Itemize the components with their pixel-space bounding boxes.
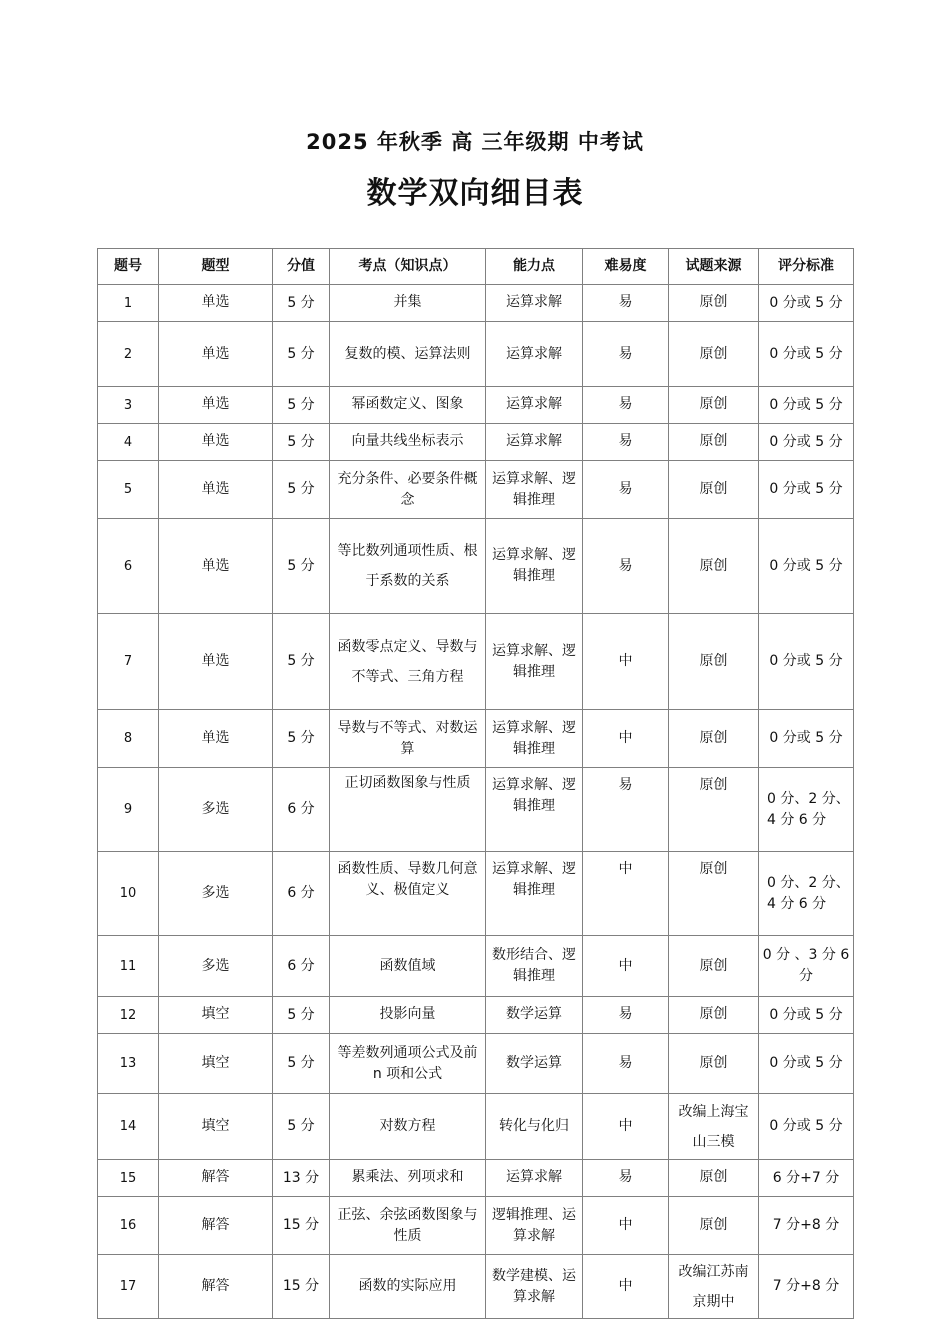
cell-type: 解答 (159, 1160, 273, 1197)
exam-title: 2025 年秋季 高 三年级期 中考试 (306, 130, 644, 154)
cell-ability: 运算求解 (486, 387, 583, 424)
cell-source: 原创 (669, 322, 759, 387)
table-row (98, 424, 854, 461)
cell-ability: 运算求解、逻辑推理 (486, 519, 583, 614)
cell-number: 17 (98, 1255, 159, 1319)
col-header-difficulty: 难易度 (583, 249, 669, 285)
cell-difficulty: 易 (583, 768, 669, 852)
cell-number: 3 (98, 387, 159, 424)
cell-difficulty: 中 (583, 1255, 669, 1319)
cell-source: 原创 (669, 710, 759, 768)
table-row (98, 852, 854, 936)
cell-scoring: 0 分或 5 分 (759, 614, 854, 710)
cell-ability: 运算求解、逻辑推理 (486, 768, 583, 852)
cell-points: 5 分 (273, 387, 330, 424)
table-row (98, 461, 854, 519)
cell-topic: 等比数列通项性质、根于系数的关系 (330, 519, 486, 614)
table-row (98, 322, 854, 387)
cell-type: 单选 (159, 461, 273, 519)
cell-number: 5 (98, 461, 159, 519)
cell-number: 7 (98, 614, 159, 710)
cell-scoring: 0 分、2 分、 4 分 6 分 (759, 852, 854, 936)
cell-type: 单选 (159, 387, 273, 424)
cell-difficulty: 易 (583, 424, 669, 461)
cell-source: 原创 (669, 1197, 759, 1255)
cell-difficulty: 中 (583, 1094, 669, 1160)
cell-ability: 运算求解、逻辑推理 (486, 852, 583, 936)
cell-points: 6 分 (273, 768, 330, 852)
cell-points: 13 分 (273, 1160, 330, 1197)
cell-points: 15 分 (273, 1255, 330, 1319)
table-row (98, 614, 854, 710)
cell-difficulty: 中 (583, 1197, 669, 1255)
cell-difficulty: 易 (583, 519, 669, 614)
cell-topic: 投影向量 (330, 997, 486, 1034)
cell-difficulty: 易 (583, 285, 669, 322)
cell-source: 原创 (669, 1160, 759, 1197)
cell-topic: 并集 (330, 285, 486, 322)
cell-scoring: 7 分+8 分 (759, 1255, 854, 1319)
cell-points: 5 分 (273, 1034, 330, 1094)
cell-difficulty: 中 (583, 710, 669, 768)
cell-type: 单选 (159, 614, 273, 710)
cell-ability: 运算求解、逻辑推理 (486, 461, 583, 519)
cell-ability: 运算求解 (486, 1160, 583, 1197)
cell-type: 解答 (159, 1255, 273, 1319)
cell-ability: 运算求解 (486, 424, 583, 461)
cell-topic: 正切函数图象与性质 (330, 768, 486, 852)
table-row (98, 285, 854, 322)
cell-number: 2 (98, 322, 159, 387)
cell-number: 1 (98, 285, 159, 322)
cell-type: 多选 (159, 936, 273, 997)
col-header-number: 题号 (98, 249, 159, 285)
cell-number: 4 (98, 424, 159, 461)
table-row (98, 1094, 854, 1160)
cell-topic: 累乘法、列项求和 (330, 1160, 486, 1197)
cell-points: 5 分 (273, 519, 330, 614)
cell-scoring: 0 分或 5 分 (759, 387, 854, 424)
cell-topic: 等差数列通项公式及前 n 项和公式 (330, 1034, 486, 1094)
cell-scoring: 0 分或 5 分 (759, 519, 854, 614)
cell-number: 15 (98, 1160, 159, 1197)
cell-points: 6 分 (273, 852, 330, 936)
cell-topic: 幂函数定义、图象 (330, 387, 486, 424)
cell-difficulty: 易 (583, 322, 669, 387)
cell-ability: 数学建模、运算求解 (486, 1255, 583, 1319)
cell-source: 原创 (669, 768, 759, 852)
cell-points: 5 分 (273, 710, 330, 768)
cell-topic: 函数的实际应用 (330, 1255, 486, 1319)
cell-source: 原创 (669, 997, 759, 1034)
cell-type: 单选 (159, 519, 273, 614)
cell-type: 填空 (159, 1034, 273, 1094)
cell-source: 原创 (669, 936, 759, 997)
cell-difficulty: 易 (583, 1160, 669, 1197)
cell-scoring: 0 分或 5 分 (759, 285, 854, 322)
col-header-ability: 能力点 (486, 249, 583, 285)
col-header-topic: 考点（知识点） (330, 249, 486, 285)
cell-points: 15 分 (273, 1197, 330, 1255)
cell-ability: 逻辑推理、运算求解 (486, 1197, 583, 1255)
cell-topic: 复数的模、运算法则 (330, 322, 486, 387)
table-row (98, 1197, 854, 1255)
cell-number: 10 (98, 852, 159, 936)
cell-type: 填空 (159, 1094, 273, 1160)
table-row (98, 1034, 854, 1094)
table-row (98, 936, 854, 997)
cell-difficulty: 中 (583, 852, 669, 936)
table-row (98, 387, 854, 424)
cell-type: 单选 (159, 710, 273, 768)
cell-number: 13 (98, 1034, 159, 1094)
cell-ability: 转化与化归 (486, 1094, 583, 1160)
cell-scoring: 7 分+8 分 (759, 1197, 854, 1255)
cell-ability: 运算求解 (486, 322, 583, 387)
cell-points: 5 分 (273, 997, 330, 1034)
cell-scoring: 0 分或 5 分 (759, 1094, 854, 1160)
cell-source: 改编上海宝山三模 (669, 1094, 759, 1160)
cell-number: 12 (98, 997, 159, 1034)
table-row (98, 710, 854, 768)
cell-difficulty: 易 (583, 387, 669, 424)
cell-scoring: 0 分 、3 分 6 分 (759, 936, 854, 997)
cell-ability: 运算求解、逻辑推理 (486, 614, 583, 710)
cell-type: 单选 (159, 322, 273, 387)
cell-source: 改编江苏南京期中 (669, 1255, 759, 1319)
cell-number: 14 (98, 1094, 159, 1160)
cell-type: 解答 (159, 1197, 273, 1255)
cell-points: 5 分 (273, 1094, 330, 1160)
cell-ability: 数学运算 (486, 1034, 583, 1094)
cell-topic: 充分条件、必要条件概念 (330, 461, 486, 519)
cell-number: 16 (98, 1197, 159, 1255)
cell-source: 原创 (669, 614, 759, 710)
cell-source: 原创 (669, 461, 759, 519)
cell-source: 原创 (669, 852, 759, 936)
cell-ability: 数形结合、逻辑推理 (486, 936, 583, 997)
cell-type: 填空 (159, 997, 273, 1034)
col-header-points: 分值 (273, 249, 330, 285)
cell-scoring: 6 分+7 分 (759, 1160, 854, 1197)
table-row (98, 997, 854, 1034)
cell-number: 11 (98, 936, 159, 997)
cell-topic: 对数方程 (330, 1094, 486, 1160)
col-header-type: 题型 (159, 249, 273, 285)
cell-scoring: 0 分或 5 分 (759, 322, 854, 387)
cell-number: 8 (98, 710, 159, 768)
cell-points: 5 分 (273, 322, 330, 387)
cell-difficulty: 易 (583, 1034, 669, 1094)
cell-type: 单选 (159, 285, 273, 322)
document-title: 数学双向细目表 (366, 176, 584, 211)
cell-source: 原创 (669, 424, 759, 461)
cell-points: 5 分 (273, 461, 330, 519)
cell-number: 9 (98, 768, 159, 852)
cell-topic: 向量共线坐标表示 (330, 424, 486, 461)
col-header-scoring: 评分标准 (759, 249, 854, 285)
cell-scoring: 0 分或 5 分 (759, 424, 854, 461)
cell-topic: 正弦、余弦函数图象与性质 (330, 1197, 486, 1255)
specification-table (97, 248, 854, 1319)
cell-source: 原创 (669, 519, 759, 614)
cell-topic: 函数零点定义、导数与不等式、三角方程 (330, 614, 486, 710)
cell-difficulty: 中 (583, 936, 669, 997)
cell-topic: 函数值域 (330, 936, 486, 997)
cell-ability: 运算求解 (486, 285, 583, 322)
table-row (98, 1160, 854, 1197)
col-header-source: 试题来源 (669, 249, 759, 285)
cell-type: 单选 (159, 424, 273, 461)
table-row (98, 519, 854, 614)
cell-type: 多选 (159, 768, 273, 852)
cell-scoring: 0 分或 5 分 (759, 997, 854, 1034)
cell-source: 原创 (669, 387, 759, 424)
cell-source: 原创 (669, 285, 759, 322)
cell-scoring: 0 分或 5 分 (759, 1034, 854, 1094)
cell-topic: 导数与不等式、对数运算 (330, 710, 486, 768)
cell-ability: 运算求解、逻辑推理 (486, 710, 583, 768)
cell-topic: 函数性质、导数几何意义、极值定义 (330, 852, 486, 936)
cell-points: 5 分 (273, 285, 330, 322)
cell-points: 5 分 (273, 424, 330, 461)
table-row (98, 768, 854, 852)
cell-ability: 数学运算 (486, 997, 583, 1034)
cell-difficulty: 易 (583, 997, 669, 1034)
cell-scoring: 0 分或 5 分 (759, 461, 854, 519)
cell-scoring: 0 分、2 分、 4 分 6 分 (759, 768, 854, 852)
cell-source: 原创 (669, 1034, 759, 1094)
cell-type: 多选 (159, 852, 273, 936)
cell-difficulty: 中 (583, 614, 669, 710)
cell-difficulty: 易 (583, 461, 669, 519)
table-row (98, 1255, 854, 1319)
cell-scoring: 0 分或 5 分 (759, 710, 854, 768)
cell-number: 6 (98, 519, 159, 614)
table-header-row (98, 249, 854, 285)
cell-points: 6 分 (273, 936, 330, 997)
cell-points: 5 分 (273, 614, 330, 710)
